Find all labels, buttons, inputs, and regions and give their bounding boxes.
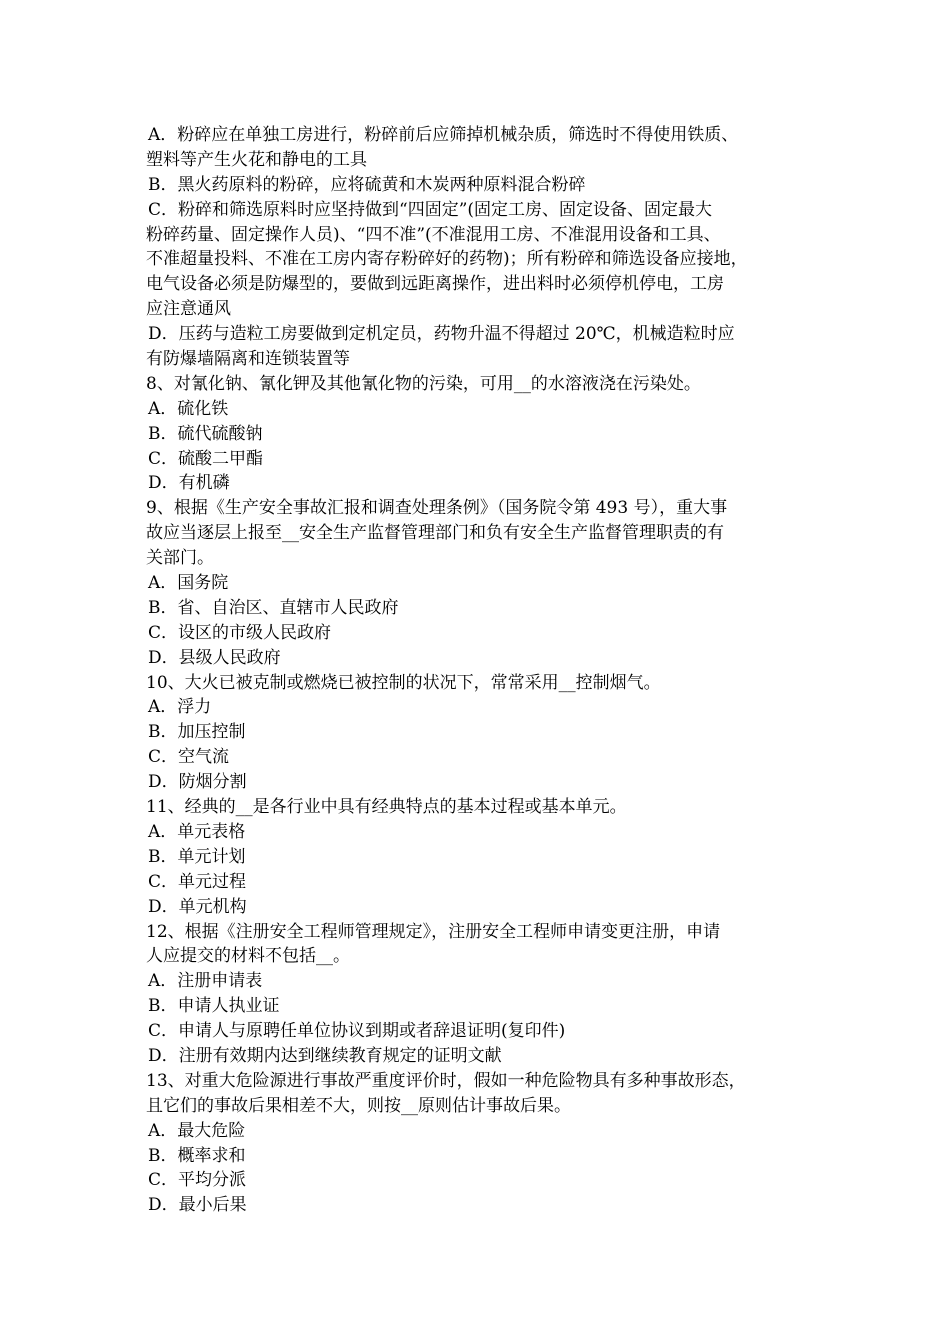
option-line: D．压药与造粒工房要做到定机定员，药物升温不得超过 20℃，机械造粒时应 — [148, 324, 735, 345]
question-line: 11、经典的__是各行业中具有经典特点的基本过程或基本单元。 — [146, 797, 627, 818]
text-line: 不准超量投料、不准在工房内寄存粉碎好的药物)；所有粉碎和筛选设备应接地， — [146, 249, 748, 270]
question-line: 12、根据《注册安全工程师管理规定》，注册安全工程师申请变更注册，申请 — [146, 921, 721, 942]
question-line: 10、大火已被克制或燃烧已被控制的状况下，常常采用__控制烟气。 — [146, 672, 661, 693]
option-line: D．县级人民政府 — [148, 647, 281, 668]
option-line: D．最小后果 — [148, 1195, 247, 1216]
text-line: 有防爆墙隔离和连锁装置等 — [146, 349, 350, 370]
text-line: 电气设备必须是防爆型的，要做到远距离操作，进出料时必须停机停电，工房 — [146, 274, 724, 295]
option-line: A．硫化铁 — [148, 398, 229, 419]
option-line: C．单元过程 — [148, 871, 247, 892]
question-line: 8、对氰化钠、氰化钾及其他氰化物的污染，可用__的水溶液浇在污染处。 — [146, 373, 701, 394]
option-line: A．单元表格 — [148, 821, 246, 842]
option-line: D．单元机构 — [148, 896, 247, 917]
option-line: B．黑火药原料的粉碎，应将硫黄和木炭两种原料混合粉碎 — [148, 174, 586, 195]
option-line: A．国务院 — [148, 573, 229, 594]
option-line: D．防烟分割 — [148, 772, 247, 793]
text-line: 人应提交的材料不包括__。 — [146, 946, 350, 967]
text-line: 塑料等产生火花和静电的工具 — [146, 149, 367, 170]
option-line: B．省、自治区、直辖市人民政府 — [148, 597, 399, 618]
option-line: B．加压控制 — [148, 722, 246, 743]
option-line: C．空气流 — [148, 747, 230, 768]
option-line: D．有机磷 — [148, 473, 230, 494]
text-line: 故应当逐层上报至__安全生产监督管理部门和负有安全生产监督管理职责的有 — [146, 523, 724, 544]
option-line: B．硫代硫酸钠 — [148, 423, 263, 444]
question-line: 9、根据《生产安全事故汇报和调查处理条例》（国务院令第 493 号），重大事 — [146, 498, 728, 519]
option-line: A．粉碎应在单独工房进行，粉碎前后应筛掉机械杂质，筛选时不得使用铁质、 — [148, 125, 739, 145]
option-line: A．注册申请表 — [148, 971, 263, 992]
option-line: D．注册有效期内达到继续教育规定的证明文献 — [148, 1045, 502, 1066]
text-line: 应注意通风 — [146, 299, 231, 320]
option-line: A．浮力 — [148, 697, 212, 718]
option-line: B．单元计划 — [148, 846, 246, 867]
text-line: 且它们的事故后果相差不大，则按__原则估计事故后果。 — [146, 1095, 571, 1116]
document-page — [146, 123, 826, 1218]
option-line: A．最大危险 — [148, 1120, 246, 1141]
option-line: C．设区的市级人民政府 — [148, 622, 332, 643]
option-line: C．申请人与原聘任单位协议到期或者辞退证明(复印件) — [148, 1021, 566, 1042]
option-line: C．粉碎和筛选原料时应坚持做到“四固定”(固定工房、固定设备、固定最大 — [148, 199, 713, 220]
option-line: C．平均分派 — [148, 1170, 247, 1191]
text-line: 关部门。 — [146, 548, 214, 569]
option-line: B．申请人执业证 — [148, 996, 280, 1017]
question-line: 13、对重大危险源进行事故严重度评价时，假如一种危险物具有多种事故形态， — [146, 1070, 746, 1091]
text-line: 粉碎药量、固定操作人员)、“四不准”(不准混用工房、不准混用设备和工具、 — [146, 224, 721, 245]
option-line: C．硫酸二甲酯 — [148, 448, 264, 469]
option-line: B．概率求和 — [148, 1145, 246, 1166]
